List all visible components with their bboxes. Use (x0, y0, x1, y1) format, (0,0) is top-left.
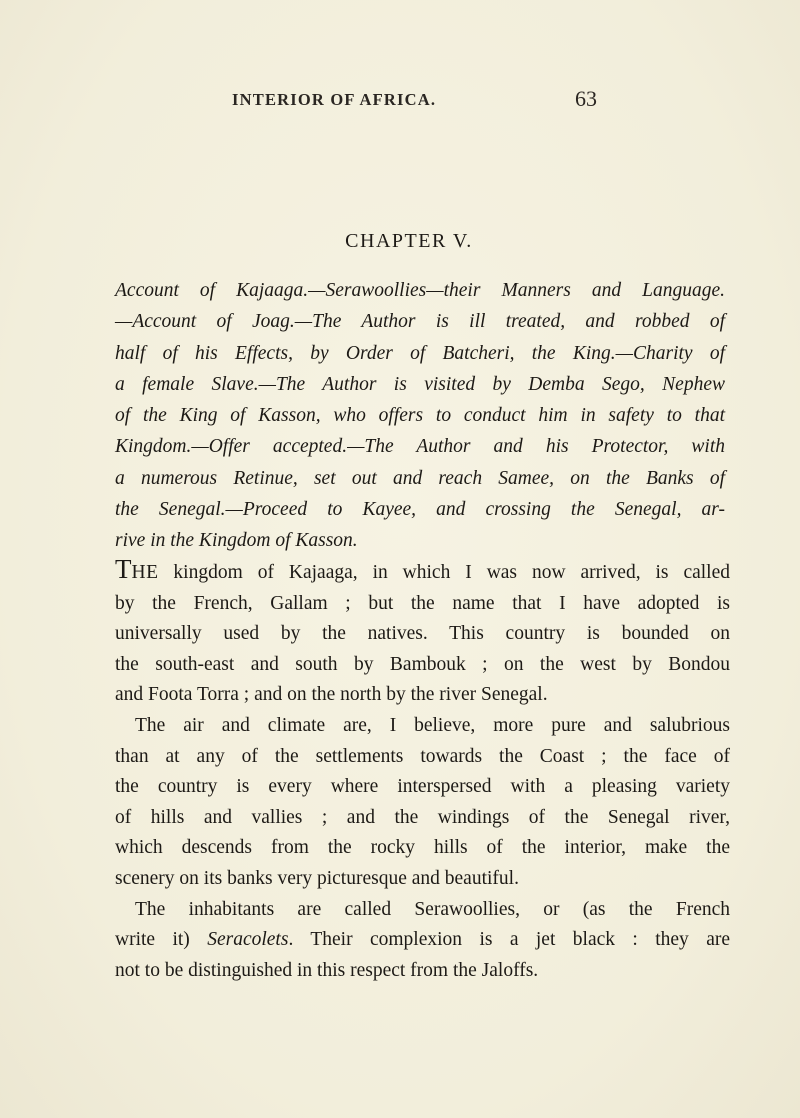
italic-term: Seracolets (207, 929, 289, 951)
summary-line: —Account of Joag.—The Author is ill treated, and robbed of (115, 311, 725, 333)
chapter-title: CHAPTER V. (345, 230, 473, 252)
body-line: not to be distinguished in this respect from the Jaloffs. (115, 959, 539, 981)
body-line: universally used by the natives. This country is bounded on (115, 623, 730, 645)
body-line-text: write it) (115, 929, 208, 951)
summary-line: of the King of Kasson, who offers to conduct him in safety to that (115, 405, 725, 427)
summary-line: Kingdom.—Offer accepted.—The Author and his Protector, with (115, 436, 725, 458)
summary-line: Account of Kajaaga.—Serawoollies—their Manners and Language. (115, 280, 725, 301)
summary-line: a numerous Retinue, set out and reach Samee, on the Banks of (115, 467, 725, 489)
body-text (115, 556, 730, 986)
body-line: and Foota Torra ; and on the north by the river Senegal. (115, 684, 548, 706)
drop-cap: T (115, 554, 132, 584)
chapter-summary (115, 275, 725, 557)
body-line: which descends from the rocky hills of the interior, make the (115, 837, 730, 859)
body-line-text: kingdom of Kajaaga, in which I was now arrived, is called (158, 562, 730, 583)
summary-line: a female Slave.—The Author is visited by Demba Sego, Nephew (115, 373, 725, 395)
body-line: The air and climate are, I believe, more pure and salubrious (135, 714, 730, 736)
body-line: The inhabitants are called Serawoollies, or (as the French (135, 898, 730, 920)
running-head (0, 86, 800, 116)
summary-line: the Senegal.—Proceed to Kayee, and crossing the Senegal, ar- (115, 499, 725, 521)
summary-line: rive in the Kingdom of Kasson. (115, 530, 358, 552)
body-line: the country is every where interspersed with a pleasing variety (115, 776, 730, 798)
body-line (115, 925, 730, 956)
summary-line: half of his Effects, by Order of Batcheri, the King.—Charity of (115, 342, 725, 364)
body-line: of hills and vallies ; and the windings of the Senegal river, (115, 806, 730, 828)
body-line: by the French, Gallam ; but the name that I have adopted is (115, 592, 730, 614)
body-line-text: . Their complexion is a jet black : they are (288, 929, 730, 951)
body-line: the south-east and south by Bambouk ; on the west by Bondou (115, 653, 730, 675)
body-line: than at any of the settlements towards the Coast ; the face of (115, 745, 730, 767)
running-title: INTERIOR OF AFRICA. (232, 90, 437, 109)
body-line: scenery on its banks very picturesque and beautiful. (115, 867, 519, 889)
page-number: 63 (575, 86, 597, 111)
body-line (115, 556, 730, 589)
small-caps-word: HE (131, 562, 159, 583)
